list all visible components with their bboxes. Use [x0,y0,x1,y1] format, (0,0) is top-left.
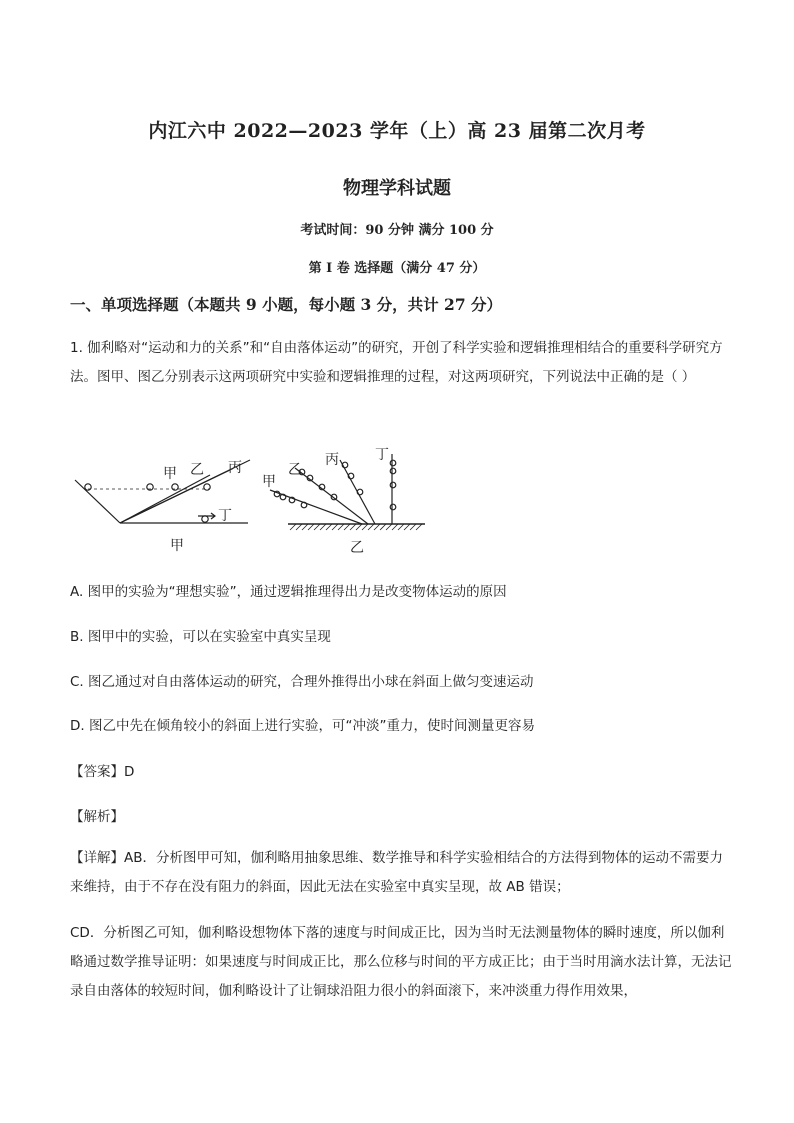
label-yi-right: 乙 [288,462,302,478]
label-ding-right: 丁 [375,447,389,463]
question-1-figure [70,440,450,560]
label-yi-left: 乙 [190,462,204,478]
label-bing-left: 丙 [228,460,242,476]
part-title: 第 I 卷 选择题（满分 47 分） [308,261,486,276]
label-jia-left: 甲 [163,466,177,482]
option-b: B. 图甲中的实验，可以在实验室中真实呈现 [70,629,331,645]
exam-info: 考试时间：90 分钟 满分 100 分 [300,223,494,238]
slope-jia [270,490,362,524]
ground-hatch [290,524,422,530]
caption-yi: 乙 [350,540,364,556]
detail-paragraph-2: CD．分析图乙可知，伽利略设想物体下落的速度与时间成正比，因为当时无法测量物体的瞬时速度，所以伽利略通过数学推导证明：如果速度与时间成正比，那么位移与时间的平方成正比；由于当时用滴水法计算，无法记录自由落体的较短时间，伽利略设计了让铜球沿阻力很小的斜面滚下，来冲淡重力得作用效果， [70,925,732,999]
left-ramp [75,480,120,523]
label-bing-right: 丙 [325,452,339,468]
ball-bing [204,484,210,490]
label-ding-left: 丁 [218,508,232,524]
exam-title: 内江六中 2022—2023 学年（上）高 23 届第二次月考 [148,120,646,142]
ball-ding [202,516,208,522]
answer: 【答案】D [70,764,135,780]
question-1-stem: 1. 伽利略对“运动和力的关系”和“自由落体运动”的研究，开创了科学实验和逻辑推理相结合的重要科学研究方法。图甲、图乙分别表示这两项研究中实验和逻辑推理的过程，对这两项研究，下列说法中正确的是（ ） [70,340,723,385]
ball-yi [172,484,178,490]
label-jia-right: 甲 [262,474,276,490]
analysis-label: 【解析】 [70,809,124,825]
option-c: C. 图乙通过对自由落体运动的研究，合理外推得出小球在斜面上做匀变速运动 [70,674,534,690]
detail-paragraph-1: 【详解】AB．分析图甲可知，伽利略用抽象思维、数学推导和科学实验相结合的方法得到物体的运动不需要力来维持，由于不存在没有阻力的斜面，因此无法在实验室中真实呈现，故 AB 错误； [70,850,723,895]
caption-jia: 甲 [170,538,184,554]
option-d: D. 图乙中先在倾角较小的斜面上进行实验，可“冲淡”重力，使时间测量更容易 [70,718,535,734]
option-a: A. 图甲的实验为“理想实验”，通过逻辑推理得出力是改变物体运动的原因 [70,584,507,600]
section-title: 一、单项选择题（本题共 9 小题，每小题 3 分，共计 27 分） [70,295,503,314]
subject-title: 物理学科试题 [343,178,451,199]
